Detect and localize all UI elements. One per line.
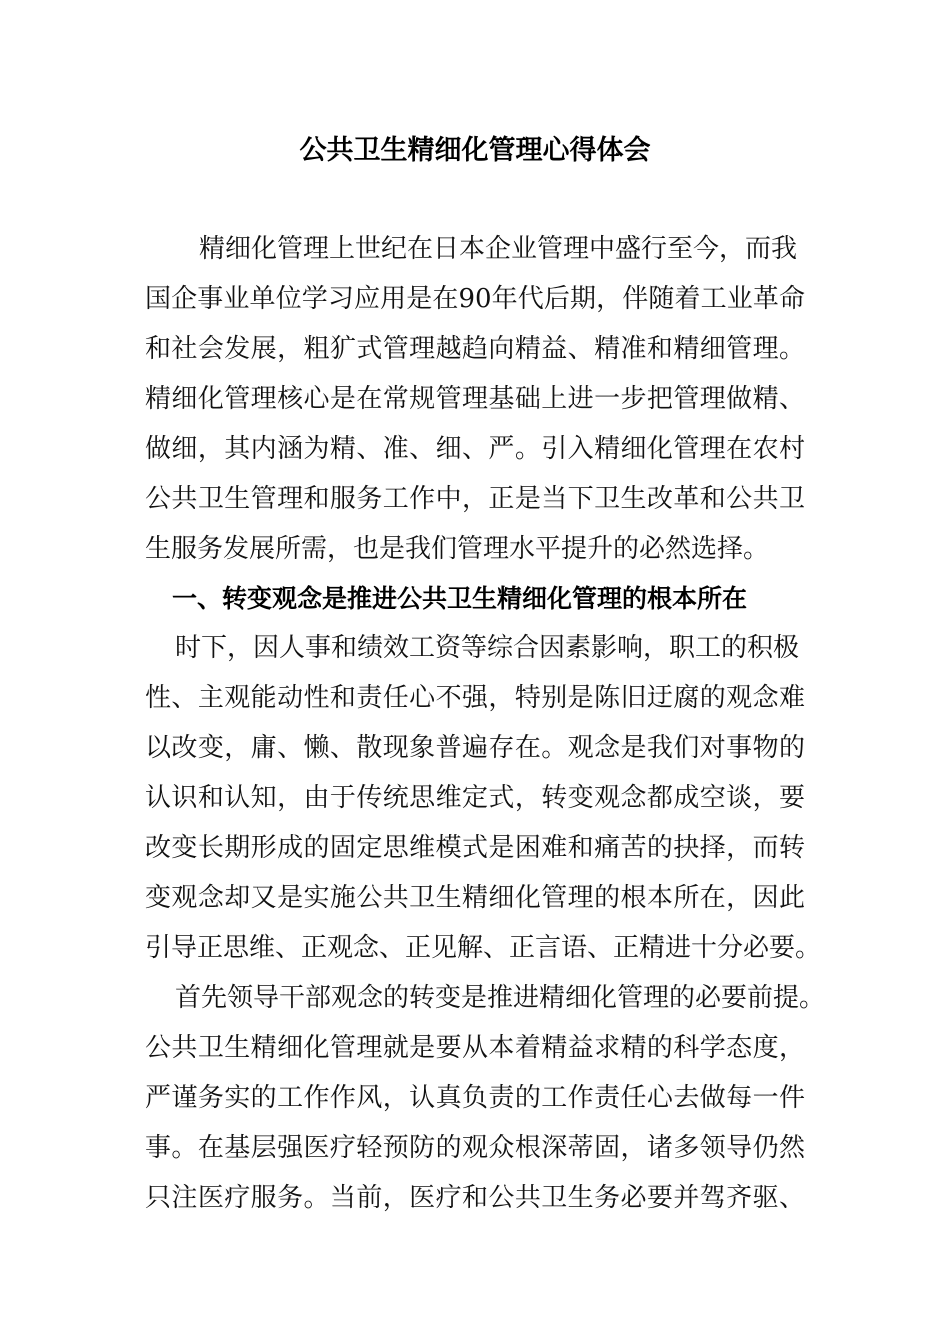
paragraph-1-line-3: 和社会发展，粗犷式管理越趋向精益、精准和精细管理。: [145, 334, 805, 364]
paragraph-3-line-1: 首先领导干部观念的转变是推进精细化管理的必要前提。: [175, 983, 826, 1013]
paragraph-3-line-3: 严谨务实的工作作风，认真负责的工作责任心去做每一件: [145, 1083, 805, 1113]
paragraph-3-line-5: 只注医疗服务。当前，医疗和公共卫生务必要并驾齐驱、: [145, 1183, 805, 1213]
paragraph-2-line-5: 改变长期形成的固定思维模式是困难和痛苦的抉择，而转: [145, 833, 805, 863]
paragraph-1-line-5: 做细，其内涵为精、准、细、严。引入精细化管理在农村: [145, 434, 805, 464]
paragraph-1-line-7: 生服务发展所需，也是我们管理水平提升的必然选择。: [145, 534, 770, 564]
paragraph-1-line-4: 精细化管理核心是在常规管理基础上进一步把管理做精、: [145, 384, 805, 414]
paragraph-2-line-6: 变观念却又是实施公共卫生精细化管理的根本所在，因此: [145, 883, 805, 913]
paragraph-2-line-2: 性、主观能动性和责任心不强，特别是陈旧迂腐的观念难: [145, 683, 805, 713]
paragraph-1-line-6: 公共卫生管理和服务工作中，正是当下卫生改革和公共卫: [145, 484, 805, 514]
paragraph-3-line-2: 公共卫生精细化管理就是要从本着精益求精的科学态度，: [145, 1033, 805, 1063]
paragraph-1-line-2: 国企事业单位学习应用是在90年代后期，伴随着工业革命: [145, 284, 805, 314]
paragraph-2-line-4: 认识和认知，由于传统思维定式，转变观念都成空谈，要: [145, 783, 805, 813]
section-1-heading: 一、转变观念是推进公共卫生精细化管理的根本所在: [172, 584, 748, 613]
paragraph-2-line-1: 时下，因人事和绩效工资等综合因素影响，职工的积极: [175, 633, 800, 663]
paragraph-2-line-7: 引导正思维、正观念、正见解、正言语、正精进十分必要。: [145, 933, 822, 963]
paragraph-3-line-4: 事。在基层强医疗轻预防的观众根深蒂固，诸多领导仍然: [145, 1133, 805, 1163]
paragraph-1-line-1: 精细化管理上世纪在日本企业管理中盛行至今，而我: [199, 234, 798, 264]
document-title: 公共卫生精细化管理心得体会: [299, 135, 651, 166]
paragraph-2-line-3: 以改变，庸、懒、散现象普遍存在。观念是我们对事物的: [145, 733, 805, 763]
